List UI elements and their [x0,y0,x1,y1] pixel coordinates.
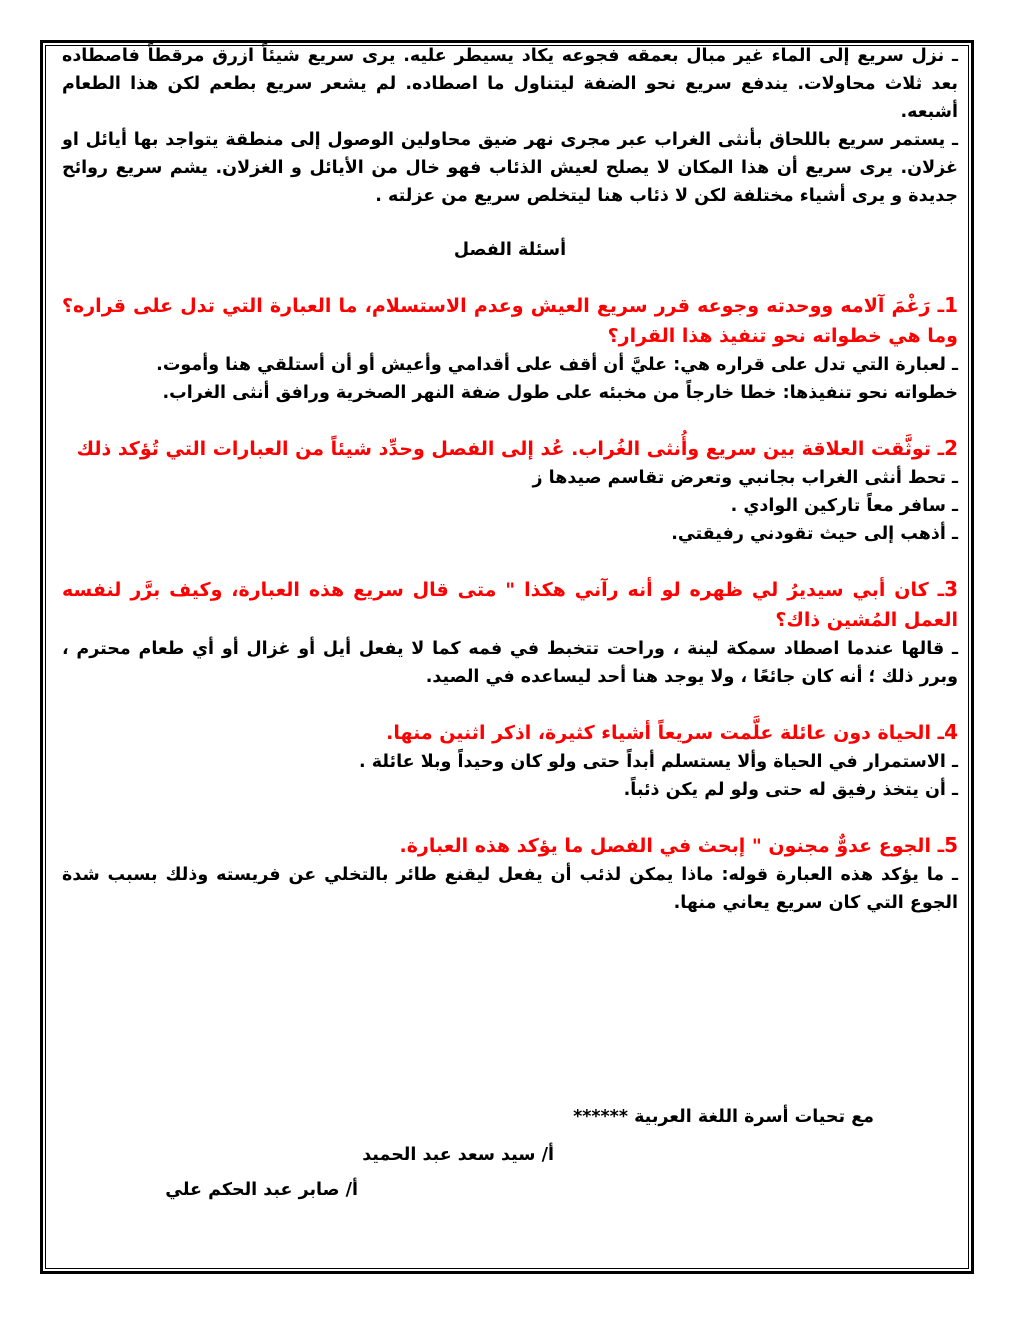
worksheet-content [62,42,958,917]
answer-line: ـ سافر معاً تاركين الوادي . [730,496,958,516]
teacher-name: أ/ صابر عبد الحكم علي [165,1180,358,1200]
narrative-paragraph: ـ يستمر سريع باللحاق بأنثى الغراب عبر مجرى نهر ضيق محاولين الوصول إلى منطقة يتواجد بها أيائل او غزلان. يرى سريع أن هذا المكان لا يصلح لعيش الذئاب فهو خال من الأيائل و الغزلان. يشم سريع روائح جديدة و يرى أشياء مختلفة لكن لا ذئاب هنا ليتخلص سريع من عزلته . [62,130,958,206]
question-number: 2 [944,436,958,460]
section-title: أسئلة الفصل [453,240,567,260]
question-text: 5ـ الجوع عدوٌّ مجنون " إبحث في الفصل ما يؤكد هذه العبارة. [399,833,958,857]
answer-line: ـ الاستمرار في الحياة وألا يستسلم أبداً حتى ولو كان وحيداً وبلا عائلة . [359,752,958,772]
question-number: 4 [944,720,958,744]
question-number: 1 [944,293,958,317]
question-block [62,717,958,804]
answer-line: ـ أن يتخذ رفيق له حتى ولو لم يكن ذئباً. [623,780,958,800]
question-block [62,290,958,407]
question-text: 2ـ توثَّقت العلاقة بين سريع وأُنثى الغُراب. عُد إلى الفصل وحدِّد شيئاً من العبارات التي تُؤكد ذلك [76,436,958,460]
question-number: 5 [944,833,958,857]
question-text: 3ـ كان أبي سيديرُ لي ظهره لو أنه رآني هكذا " متى قال سريع هذه العبارة، وكيف برَّر لنفسه العمل المُشين ذاك؟ [62,577,958,631]
question-block [62,574,958,691]
answer-line: ـ تحط أنثى الغراب بجانبي وتعرض تقاسم صيدها ز [532,468,958,488]
answer-line: ـ ما يؤكد هذه العبارة قوله: ماذا يمكن لذئب أن يفعل ليقنع طائر بالتخلي عن فريسته وذلك بسبب شدة الجوع التي كان سريع يعاني منها. [62,865,958,913]
answer-line: ـ لعبارة التي تدل على قراره هي: عليَّ أن أقف على أقدامي وأعيش أو أن أستلقي هنا وأموت. [156,355,958,375]
question-number: 3 [944,577,958,601]
closing-greeting: مع تحيات أسرة اللغة العربية ****** [573,1107,874,1127]
answer-line: خطواته نحو تنفيذها: خطا خارجاً من مخبئه على طول ضفة النهر الصخرية ورافق أنثى الغراب. [162,383,958,403]
question-block [62,830,958,917]
question-text: 1ـ رَغْمَ آلامه ووحدته وجوعه قرر سريع العيش وعدم الاستسلام، ما العبارة التي تدل على قراره؟ وما هي خطواته نحو تنفيذ هذا القرار؟ [62,293,958,347]
question-text: 4ـ الحياة دون عائلة علَّمت سريعاً أشياء كثيرة، اذكر اثنين منها. [386,720,958,744]
answer-line: ـ أذهب إلى حيث تقودني رفيقتي. [671,524,958,544]
question-block [62,433,958,548]
narrative-paragraph: ـ نزل سريع إلى الماء غير مبال بعمقه فجوعه يكاد يسيطر عليه. يرى سريع شيئاً ازرق مرقطاً فاصطاده بعد ثلاث محاولات. يندفع سريع نحو الضفة ليتناول ما اصطاده. لم يشعر سريع بطعم لكن هذا الطعام أشبعه. [62,46,958,122]
answer-line: ـ قالها عندما اصطاد سمكة لينة ، وراحت تتخبط في فمه كما لا يفعل أيل أو غزال أو أي طعام محترم ، وبرر ذلك ؛ أنه كان جائعًا ، ولا يوجد هنا أحد ليساعده في الصيد. [62,639,958,687]
teacher-name: أ/ سيد سعد عبد الحميد [362,1145,554,1165]
